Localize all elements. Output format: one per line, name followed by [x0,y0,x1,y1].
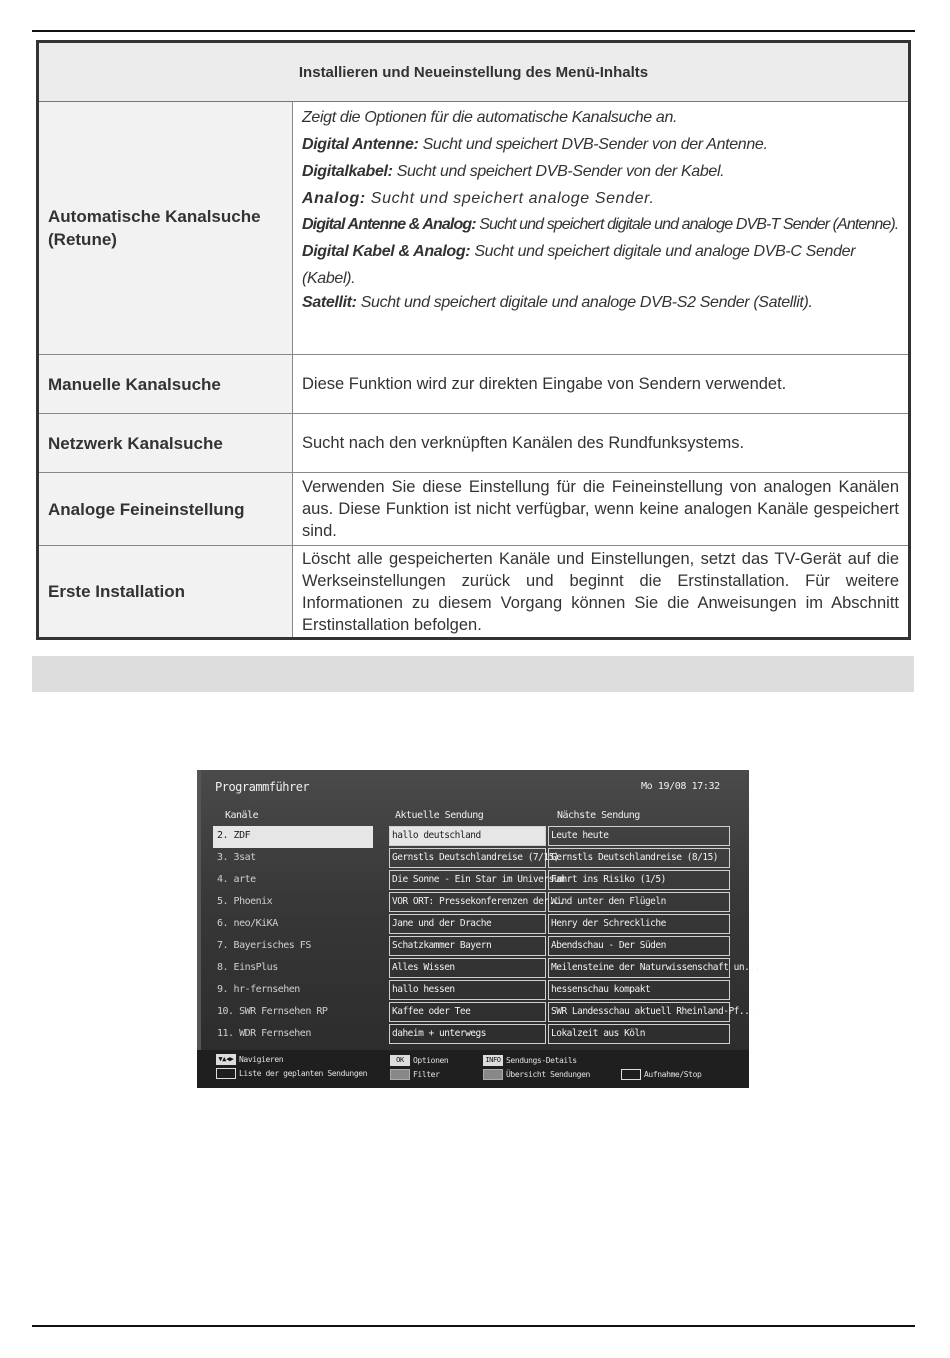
option-digital-cable: Digitalkabel: Sucht und speichert DVB-Sender von der Kabel. [302,163,725,180]
hint-options: OK Optionen [390,1055,448,1066]
channel-item[interactable]: 6. neo/KiKA [217,918,278,929]
current-programme-cell[interactable]: Jane und der Drache [389,914,546,934]
current-programme-cell[interactable]: daheim + unterwegs [389,1024,546,1044]
row-description: Sucht nach den verknüpften Kanälen des Rundfunksystems. [302,434,745,452]
row-label: Analoge Feineinstellung [39,473,293,545]
next-programme-cell[interactable]: Abendschau - Der Süden [548,936,730,956]
hint-scheduled-list: Liste der geplanten Sendungen [216,1068,367,1079]
epg-datetime: Mo 19/08 17:32 [641,781,720,792]
current-programme-cell[interactable]: Kaffee oder Tee [389,1002,546,1022]
top-rule [32,30,915,32]
option-digital-cable-analog: Digital Kabel & Analog: Sucht und speichert digitale und analoge DVB-C Sender (Kabel). [302,243,856,287]
channel-item[interactable]: 4. arte [217,874,256,885]
option-digital-antenna: Digital Antenne: Sucht und speichert DVB-Sender von der Antenne. [302,136,768,153]
current-programme-cell[interactable]: Die Sonne - Ein Star im Universum [389,870,546,890]
next-programme-cell[interactable]: hessenschau kompakt [548,980,730,1000]
epg-title: Programmführer [215,780,310,794]
menu-contents-table [36,40,911,640]
next-programme-cell[interactable]: Henry der Schreckliche [548,914,730,934]
current-programme-cell[interactable]: Gernstls Deutschlandreise (7/15) [389,848,546,868]
current-programme-cell[interactable]: VOR ORT: Pressekonferenzen der... [389,892,546,912]
option-analog: Analog: Sucht und speichert analoge Sender. [302,190,655,207]
blue-key-icon [621,1069,641,1080]
option-satellite: Satellit: Sucht und speichert digitale und analoge DVB-S2 Sender (Satellit). [302,294,813,311]
table-row-manual-scan [39,355,908,414]
current-programme-cell[interactable]: Alles Wissen [389,958,546,978]
next-programme-cell[interactable]: Gernstls Deutschlandreise (8/15) [548,848,730,868]
row-label: Netzwerk Kanalsuche [39,414,293,472]
row-description: Diese Funktion wird zur direkten Eingabe von Sendern verwendet. [302,375,787,393]
channel-item[interactable]: 9. hr-fernsehen [217,984,300,995]
current-programme-cell[interactable]: hallo deutschland [389,826,546,846]
current-programme-cell[interactable]: Schatzkammer Bayern [389,936,546,956]
channel-item[interactable]: 7. Bayerisches FS [217,940,311,951]
channel-list [213,826,373,1046]
section-bar [32,656,914,692]
hint-record: Aufnahme/Stop [621,1069,701,1080]
column-header-current: Aktuelle Sendung [395,810,484,821]
row-label: Manuelle Kanalsuche [39,355,293,413]
next-programme-cell[interactable]: Leute heute [548,826,730,846]
info-key-icon: INFO [483,1055,503,1066]
table-row-network-scan [39,414,908,473]
channel-item[interactable]: 10. SWR Fernsehen RP [217,1006,328,1017]
next-programme-cell[interactable]: Meilensteine der Naturwissenschaft un... [548,958,730,978]
programme-guide-screenshot [197,770,760,1088]
row-description [294,102,908,354]
hint-navigate: ▼▲◀▶ Navigieren [216,1054,283,1065]
ok-key-icon: OK [390,1055,410,1066]
bottom-rule [32,1325,915,1327]
red-key-icon [216,1068,236,1079]
column-header-channels: Kanäle [225,810,259,821]
row-label: Automatische Kanalsuche (Retune) [39,102,293,354]
channel-item[interactable]: 11. WDR Fernsehen [217,1028,311,1039]
table-header: Installieren und Neueinstellung des Menü-Inhalts [39,43,908,102]
yellow-key-icon [483,1069,503,1080]
table-row-first-installation [39,546,908,637]
hint-filter: Filter [390,1069,440,1080]
table-row-analog-fine-tune [39,473,908,546]
channel-item[interactable]: 3. 3sat [217,852,256,863]
intro-text: Zeigt die Optionen für die automatische Kanalsuche an. [302,109,678,126]
next-programme-column [548,826,760,1046]
row-description: Verwenden Sie diese Einstellung für die Feineinstellung von analogen Kanälen aus. Diese Funktion ist nicht verfügbar, wenn keine analogen Kanäle gespeichert sind. [302,478,899,540]
current-programme-column [389,826,565,1046]
row-description: Löscht alle gespeicherten Kanäle und Einstellungen, setzt das TV-Gerät auf die Werkseinstellungen zurück und beginnt die Erstinstallation. Für weitere Informationen zu diesem Vorgang können Sie die Anweisungen im Abschnitt Erstinstallation befolgen. [302,549,899,634]
row-label: Erste Installation [39,546,293,637]
next-programme-cell[interactable]: Fahrt ins Risiko (1/5) [548,870,730,890]
next-programme-cell[interactable]: Wind unter den Flügeln [548,892,730,912]
current-programme-cell[interactable]: hallo hessen [389,980,546,1000]
channel-item[interactable]: 2. ZDF [213,826,373,848]
channel-item[interactable]: 8. EinsPlus [217,962,278,973]
epg-footer [197,1050,749,1088]
option-digital-antenna-analog: Digital Antenne & Analog: Sucht und speichert digitale und analoge DVB-T Sender (Antenne). [302,216,899,233]
navigate-arrows-icon: ▼▲◀▶ [216,1054,236,1065]
hint-overview: Übersicht Sendungen [483,1069,590,1080]
column-header-next: Nächste Sendung [557,810,640,821]
next-programme-cell[interactable]: SWR Landesschau aktuell Rheinland-Pf... [548,1002,730,1022]
hint-details: INFO Sendungs-Details [483,1055,577,1066]
table-row-automatic-scan [39,102,908,355]
next-programme-cell[interactable]: Lokalzeit aus Köln [548,1024,730,1044]
green-key-icon [390,1069,410,1080]
channel-item[interactable]: 5. Phoenix [217,896,273,907]
